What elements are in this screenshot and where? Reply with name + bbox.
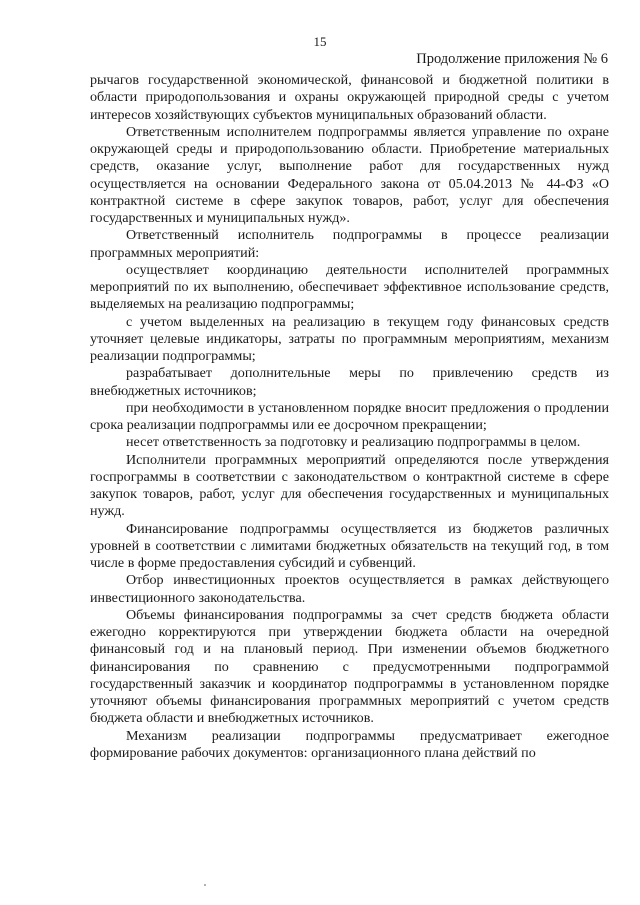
page-number: 15 [313,34,327,49]
scan-artifact-dot [204,884,206,886]
paragraph-responsible-executor: Ответственным исполнителем подпрограммы является управление по охране окружающей среды и природопользованию области. Приобретение материальных средств, оказание услуг, выполнение работ для государственных нужд осуществляется на основании Федерального закона от 05.04.2013 № 44-ФЗ «О контрактной системе в сфере закупок товаров, работ, услуг для обеспечения государственных и муниципальных нужд». [90,123,609,226]
paragraph-executor-duties-intro: Ответственный исполнитель подпрограммы в процессе реализации программных мероприятий: [90,227,609,261]
paragraph-implementation-mechanism: Механизм реализации подпрограммы предусматривает ежегодное формирование рабочих документов: организационного плана действий по [90,727,609,761]
appendix-continuation-note: Продолжение приложения № 6 [416,51,608,67]
paragraph-financing: Финансирование подпрограммы осуществляется из бюджетов различных уровней в соответствии с лимитами бюджетных обязательств на текущий год, в том числе в форме предоставления субсидий и субвенций. [90,520,609,571]
paragraph-executors-selection: Исполнители программных мероприятий определяются после утверждения госпрограммы в соответствии с законодательством о контрактной системе в сфере закупок товаров, работ, услуг для обеспечения государственных и муниципальных нужд. [90,451,609,520]
paragraph-investment-selection: Отбор инвестиционных проектов осуществляется в рамках действующего инвестиционного законодательства. [90,572,609,606]
paragraph-continuation: рычагов государственной экономической, финансовой и бюджетной политики в области природопользования и охраны окружающей природной среды с учетом интересов хозяйствующих субъектов муниципальных образований области. [90,72,609,123]
paragraph-duty-coordination: осуществляет координацию деятельности исполнителей программных мероприятий по их выполнению, обеспечивает эффективное использование средств, выделяемых на реализацию подпрограммы; [90,261,609,313]
document-body [90,72,609,762]
paragraph-duty-extrabudgetary: разрабатывает дополнительные меры по привлечению средств из внебюджетных источников; [90,365,609,399]
paragraph-financing-volumes: Объемы финансирования подпрограммы за счет средств бюджета области ежегодно корректируются при утверждении бюджета области на очередной финансовый год и на плановый период. При изменении объемов бюджетного финансирования по сравнению с предусмотренными подпрограммой государственный заказчик и координатор подпрограммы в установленном порядке уточняют объемы финансирования программных мероприятий с учетом средств бюджета области и внебюджетных источников. [90,606,609,727]
paragraph-duty-indicators: с учетом выделенных на реализацию в текущем году финансовых средств уточняет целевые индикаторы, затраты по программным мероприятиям, механизм реализации подпрограммы; [90,313,609,364]
paragraph-duty-extension: при необходимости в установленном порядке вносит предложения о продлении срока реализации подпрограммы или ее досрочном прекращении; [90,399,609,433]
paragraph-duty-responsibility: несет ответственность за подготовку и реализацию подпрограммы в целом. [126,434,581,451]
